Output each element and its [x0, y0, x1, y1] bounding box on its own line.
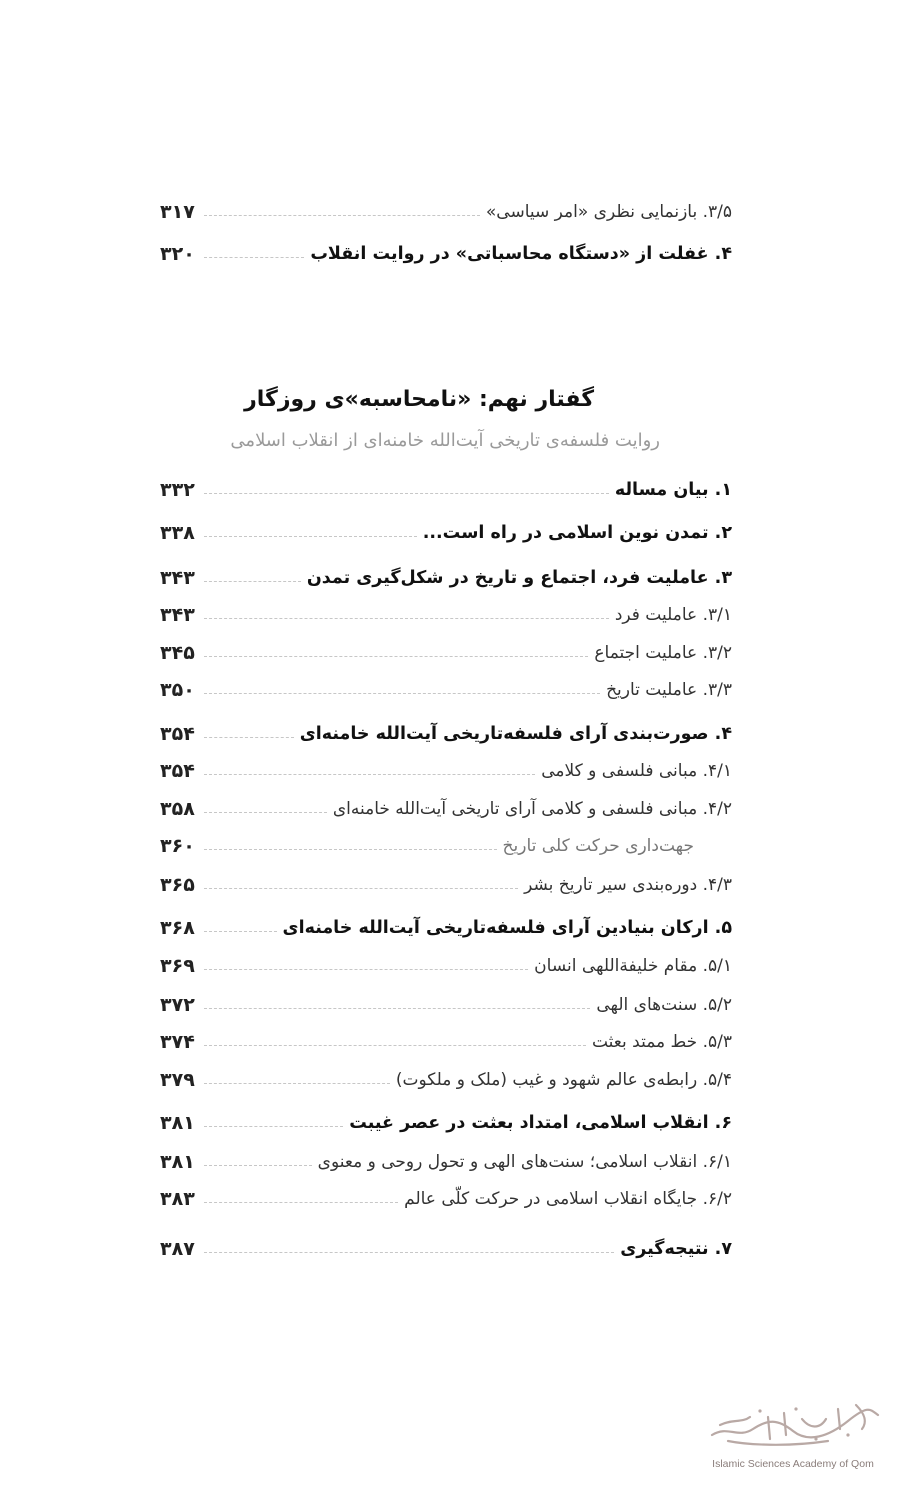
chapter-title: گفتار نهم: «نامحاسبه»ی روزگار: [244, 387, 594, 412]
entry-label: ۲. تمدن نوین اسلامی در راه است...: [422, 523, 732, 543]
entry-label: ۶. انقلاب اسلامی، امتداد بعثت در عصر غیبت: [349, 1113, 732, 1133]
dot-leader: [204, 257, 304, 258]
page-number: ۳۲۰: [160, 243, 195, 265]
dot-leader: [204, 774, 535, 775]
toc-entry[interactable]: [160, 870, 732, 900]
dot-leader: [204, 1202, 398, 1203]
dot-leader: [204, 493, 609, 494]
entry-label: ۵/۲. سنت‌های الهی: [596, 995, 732, 1015]
dot-leader: [204, 969, 528, 970]
toc-entry[interactable]: [160, 1065, 732, 1095]
entry-label: ۳. عاملیت فرد، اجتماع و تاریخ در شکل‌گیری تمدن: [306, 568, 732, 588]
dot-leader: [204, 536, 417, 537]
toc-entry[interactable]: [160, 794, 732, 824]
page-number: ۳۷۲: [160, 994, 195, 1016]
entry-label: ۶/۱. انقلاب اسلامی؛ سنت‌های الهی و تحول روحی و معنوی: [317, 1152, 732, 1172]
entry-label: ۴. غفلت از «دستگاه محاسباتی» در روایت انقلاب: [310, 244, 732, 264]
toc-entry[interactable]: [160, 518, 732, 548]
toc-entry[interactable]: [160, 239, 732, 269]
dot-leader: [204, 1252, 614, 1253]
entry-label: ۶/۲. جایگاه انقلاب اسلامی در حرکت کلّی عالم: [404, 1189, 732, 1209]
dot-leader: [204, 693, 600, 694]
toc-entry[interactable]: [160, 1184, 732, 1214]
page-number: ۳۳۲: [160, 479, 195, 501]
dot-leader: [204, 215, 480, 216]
page-number: ۳۶۵: [160, 874, 195, 896]
calligraphy-logo-icon: [698, 1395, 888, 1453]
toc-entry[interactable]: [160, 475, 732, 505]
page-number: ۳۷۹: [160, 1069, 195, 1091]
entry-label: ۳/۳. عاملیت تاریخ: [606, 680, 732, 700]
academy-logo: [698, 1395, 888, 1470]
entry-label: ۴/۲. مبانی فلسفی و کلامی آرای تاریخی آیت‌الله خامنه‌ای: [332, 799, 732, 819]
page-number: ۳۸۱: [160, 1112, 195, 1134]
entry-label: جهت‌داری حرکت کلی تاریخ: [502, 836, 694, 856]
dot-leader: [204, 1045, 586, 1046]
dot-leader: [204, 1008, 590, 1009]
entry-label: ۵/۱. مقام خلیفةاللهی انسان: [534, 956, 732, 976]
toc-entry[interactable]: [160, 638, 732, 668]
toc-entry[interactable]: [160, 600, 732, 630]
page-number: ۳۱۷: [160, 201, 195, 223]
academy-name: Islamic Sciences Academy of Qom: [712, 1458, 874, 1470]
page-number: ۳۸۷: [160, 1238, 195, 1260]
page-number: ۳۵۰: [160, 679, 195, 701]
page-number: ۳۸۱: [160, 1151, 195, 1173]
page-number: ۳۴۳: [160, 567, 195, 589]
toc-entry[interactable]: [160, 675, 732, 705]
entry-label: ۴. صورت‌بندی آرای فلسفه‌تاریخی آیت‌الله خامنه‌ای: [299, 724, 732, 744]
toc-entry[interactable]: [160, 756, 732, 786]
chapter-subtitle: روایت فلسفه‌ی تاریخی آیت‌الله خامنه‌ای از انقلاب اسلامی: [230, 430, 660, 451]
page-number: ۳۶۹: [160, 955, 195, 977]
toc-entry[interactable]: [160, 913, 732, 943]
dot-leader: [204, 849, 497, 850]
toc-entry[interactable]: [160, 990, 732, 1020]
entry-label: ۵. ارکان بنیادین آرای فلسفه‌تاریخی آیت‌الله خامنه‌ای: [282, 918, 732, 938]
entry-label: ۵/۳. خط ممتد بعثت: [591, 1032, 732, 1052]
dot-leader: [204, 581, 301, 582]
toc-entry[interactable]: [160, 1108, 732, 1138]
entry-label: ۴/۳. دوره‌بندی سیر تاریخ بشر: [524, 875, 732, 895]
toc-entry[interactable]: [160, 1147, 732, 1177]
page-number: ۳۴۳: [160, 604, 195, 626]
page-number: ۳۵۴: [160, 760, 195, 782]
dot-leader: [204, 737, 294, 738]
dot-leader: [204, 1165, 312, 1166]
dot-leader: [204, 1126, 343, 1127]
page-number: ۳۶۰: [160, 835, 195, 857]
entry-label: ۳/۲. عاملیت اجتماع: [594, 643, 732, 663]
page-number: ۳۴۵: [160, 642, 195, 664]
dot-leader: [204, 931, 277, 932]
dot-leader: [204, 618, 609, 619]
entry-label: ۵/۴. رابطه‌ی عالم شهود و غیب (ملک و ملکوت): [395, 1070, 732, 1090]
entry-label: ۳/۱. عاملیت فرد: [614, 605, 732, 625]
dot-leader: [204, 1083, 390, 1084]
page-number: ۳۵۸: [160, 798, 195, 820]
toc-entry[interactable]: [160, 1027, 732, 1057]
toc-entry[interactable]: [160, 1234, 732, 1264]
toc-entry[interactable]: [160, 197, 732, 227]
toc-entry[interactable]: [160, 719, 732, 749]
entry-label: ۱. بیان مساله: [614, 480, 732, 500]
entry-label: ۷. نتیجه‌گیری: [620, 1239, 732, 1259]
entry-label: ۳/۵. بازنمایی نظری «امر سیاسی»: [485, 202, 732, 222]
toc-entry[interactable]: [160, 951, 732, 981]
toc-entry-continuation[interactable]: [160, 831, 732, 861]
page-number: ۳۷۴: [160, 1031, 195, 1053]
page-number: ۳۵۴: [160, 723, 195, 745]
toc-entry[interactable]: [160, 563, 732, 593]
entry-label: ۴/۱. مبانی فلسفی و کلامی: [541, 761, 732, 781]
page-number: ۳۳۸: [160, 522, 195, 544]
dot-leader: [204, 812, 327, 813]
page-number: ۳۶۸: [160, 917, 195, 939]
page-number: ۳۸۳: [160, 1188, 195, 1210]
dot-leader: [204, 888, 518, 889]
dot-leader: [204, 656, 588, 657]
